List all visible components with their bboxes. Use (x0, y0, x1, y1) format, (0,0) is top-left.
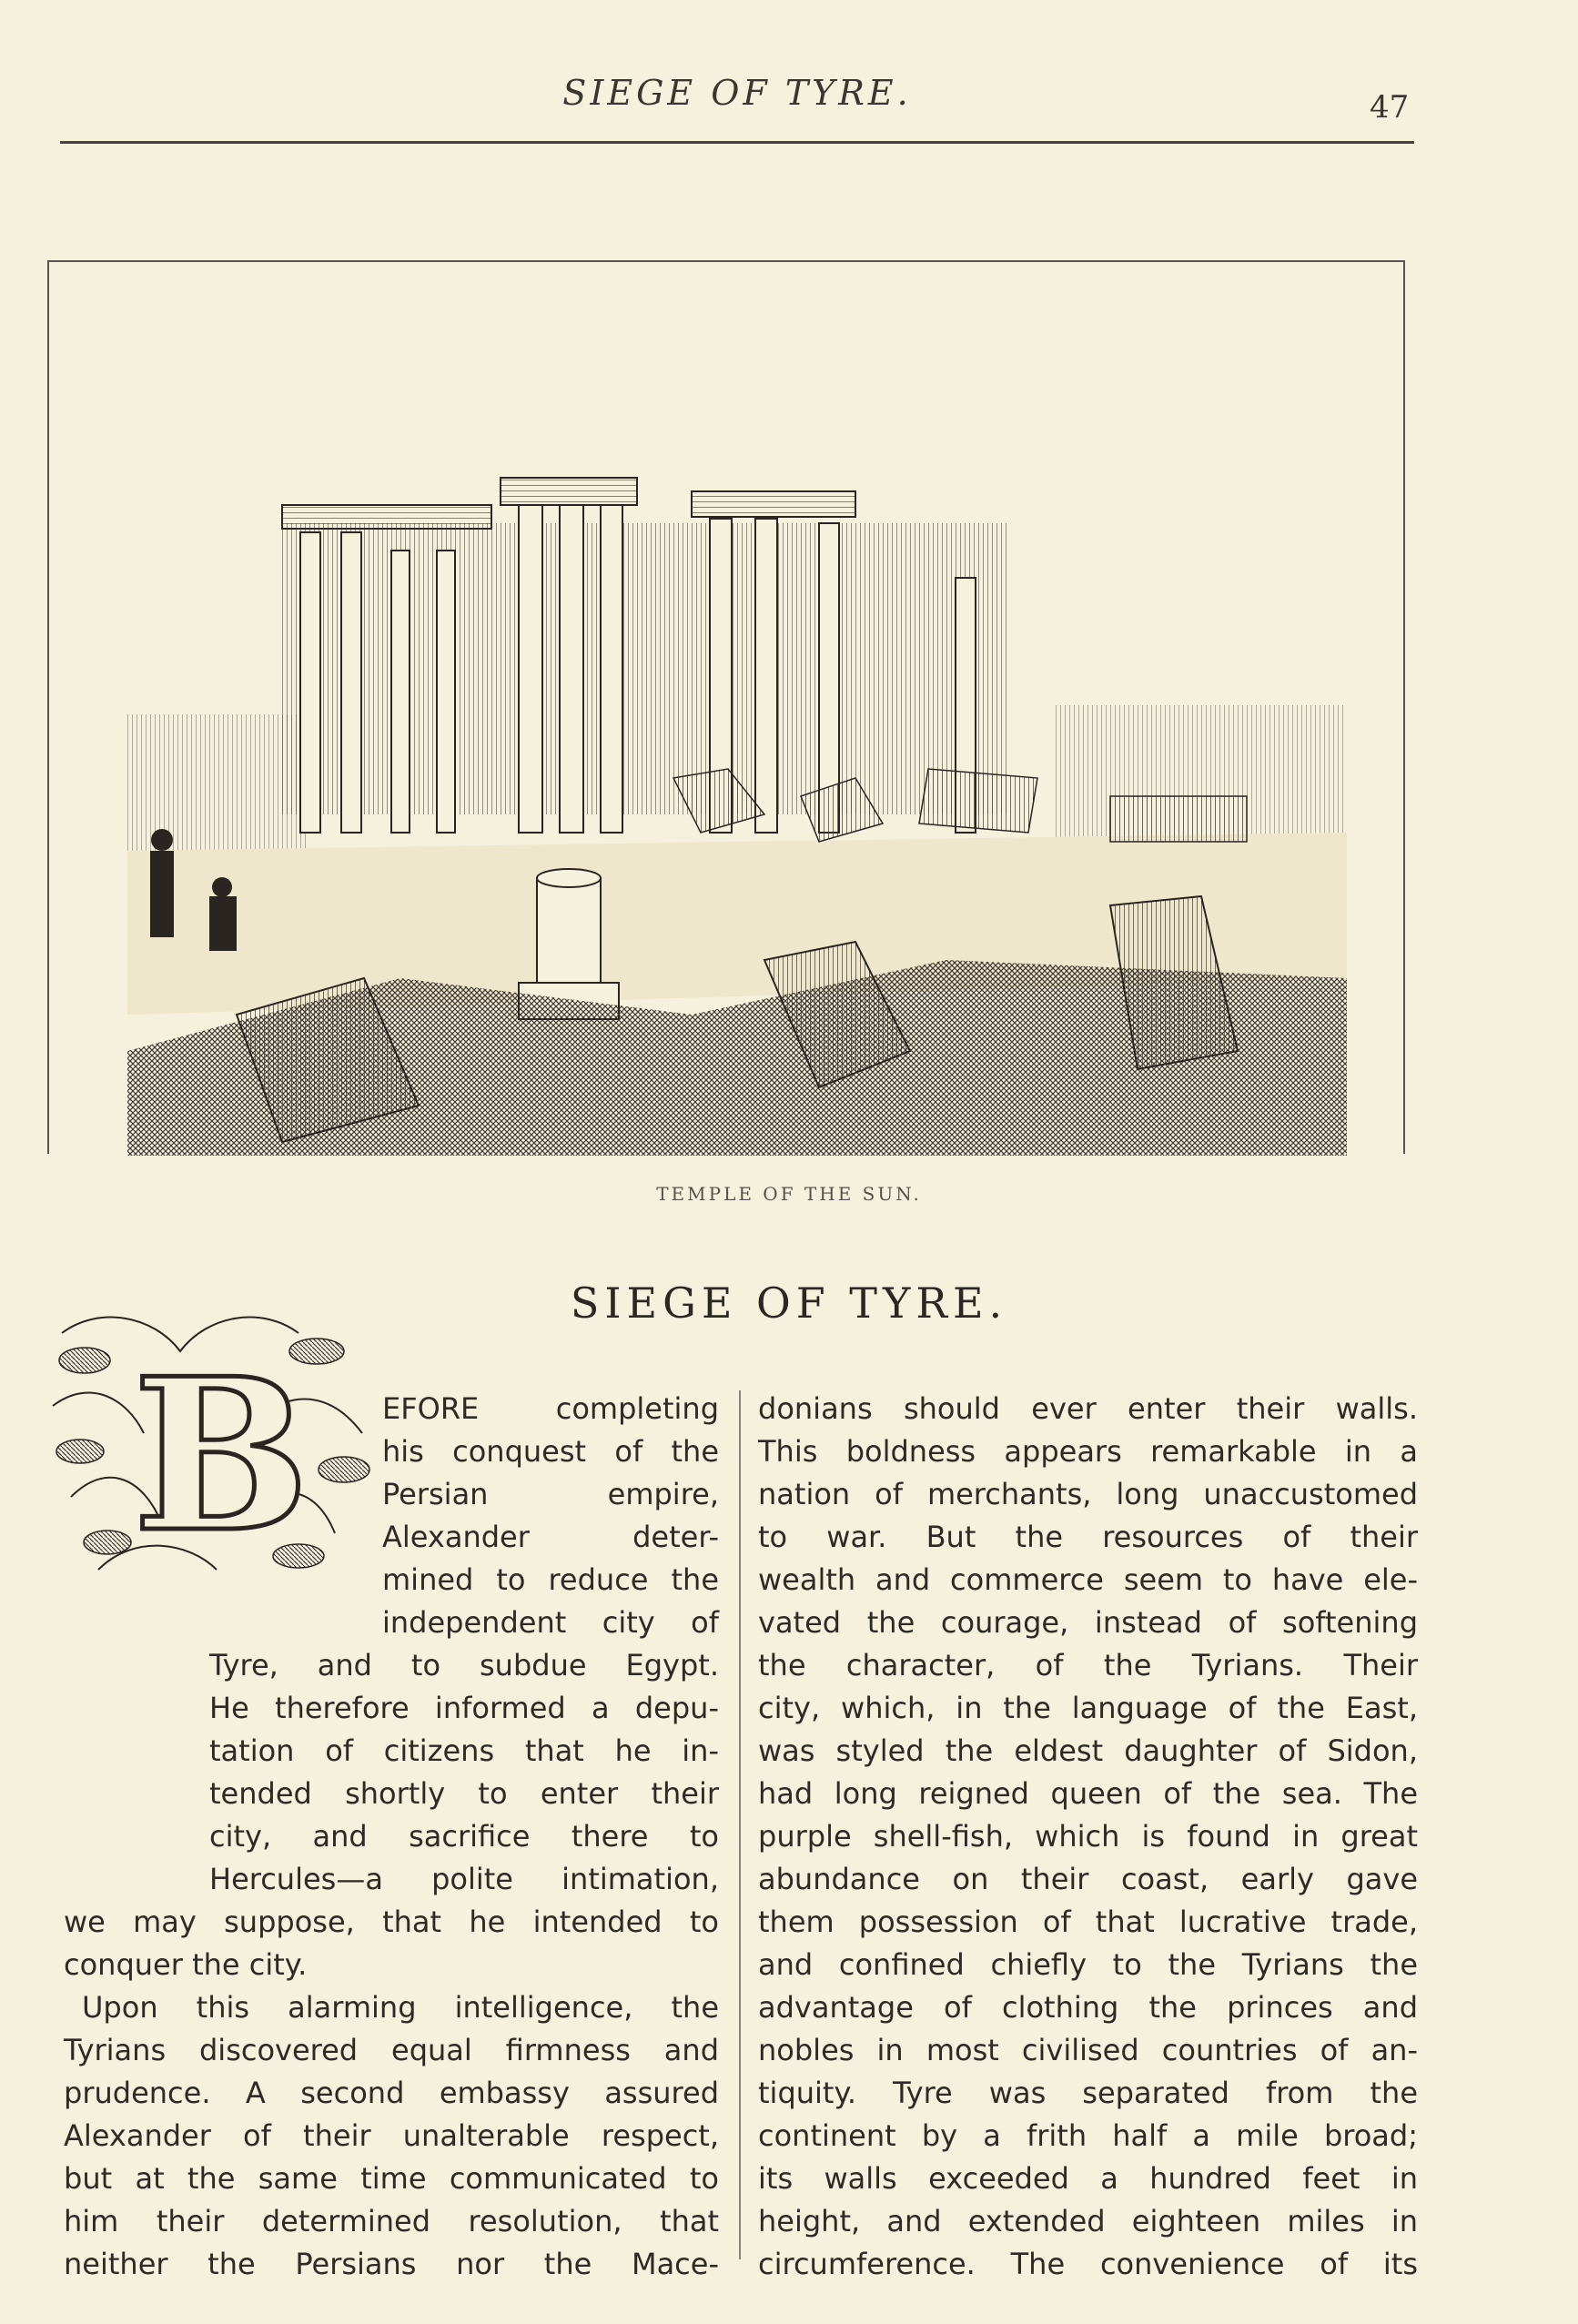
running-head (0, 73, 1578, 127)
chapter-title: SIEGE OF TYRE. (570, 1278, 1008, 1328)
body-line: tiquity. Tyre was separated from the (758, 2076, 1418, 2110)
body-line: the character, of the Tyrians. Their (758, 1648, 1418, 1682)
body-line: neither the Persians nor the Mace- (64, 2247, 719, 2281)
body-line: continent by a frith half a mile broad; (758, 2118, 1418, 2153)
body-line: EFORE completing (382, 1391, 719, 1426)
body-line: Alexander deter- (382, 1520, 719, 1554)
left-column (0, 1388, 719, 2286)
body-line: Alexander of their unalterable respect, (64, 2118, 719, 2153)
body-line: Persian empire, (382, 1477, 719, 1511)
body-line: nobles in most civilised countries of an- (758, 2033, 1418, 2067)
body-line: conquer the city. (64, 1947, 308, 1982)
body-line: its walls exceeded a hundred feet in (758, 2161, 1418, 2196)
right-column (758, 1388, 1418, 2286)
body-line: He therefore informed a depu- (209, 1691, 719, 1725)
body-line: him their determined resolution, that (64, 2204, 719, 2238)
body-line: purple shell-fish, which is found in great (758, 1819, 1418, 1854)
body-line: This boldness appears remarkable in a (758, 1434, 1418, 1469)
body-line: and confined chiefly to the Tyrians the (758, 1947, 1418, 1982)
body-line: his conquest of the (382, 1434, 719, 1469)
body-line: advantage of clothing the princes and (758, 1990, 1418, 2025)
header-rule (60, 141, 1414, 144)
body-line: to war. But the resources of their (758, 1520, 1418, 1554)
body-line: wealth and commerce seem to have ele- (758, 1562, 1418, 1597)
body-line: nation of merchants, long unaccustomed (758, 1477, 1418, 1511)
figure-caption: TEMPLE OF THE SUN. (656, 1183, 922, 1205)
body-line: had long reigned queen of the sea. The (758, 1776, 1418, 1811)
body-line: circumference. The convenience of its (758, 2247, 1418, 2281)
page-number: 47 (1370, 89, 1410, 126)
body-line: city, and sacrifice there to (209, 1819, 719, 1854)
column-divider (739, 1390, 741, 2259)
body-line: prudence. A second embassy assured (64, 2076, 719, 2110)
body-line: vated the courage, instead of softening (758, 1605, 1418, 1640)
body-line: abundance on their coast, early gave (758, 1862, 1418, 1896)
body-line: mined to reduce the (382, 1562, 719, 1597)
temple-of-the-sun-engraving (127, 469, 1347, 1156)
running-title: SIEGE OF TYRE. (562, 73, 912, 113)
body-line: Tyre, and to subdue Egypt. (209, 1648, 719, 1682)
body-line: Hercules—a polite intimation, (209, 1862, 719, 1896)
initial-letter: B (132, 1333, 310, 1579)
body-line: city, which, in the language of the East, (758, 1691, 1418, 1725)
body-line: was styled the eldest daughter of Sidon, (758, 1733, 1418, 1768)
body-line: tended shortly to enter their (209, 1776, 719, 1811)
body-line: donians should ever enter their walls. (758, 1391, 1418, 1426)
body-line: Tyrians discovered equal firmness and (64, 2033, 719, 2067)
body-line: height, and extended eighteen miles in (758, 2204, 1418, 2238)
body-line: tation of citizens that he in- (209, 1733, 719, 1768)
body-line: we may suppose, that he intended to (64, 1905, 719, 1939)
body-line: them possession of that lucrative trade, (758, 1905, 1418, 1939)
body-line: but at the same time communicated to (64, 2161, 719, 2196)
body-line: Upon this alarming intelligence, the (82, 1990, 719, 2025)
body-line: independent city of (382, 1605, 719, 1640)
